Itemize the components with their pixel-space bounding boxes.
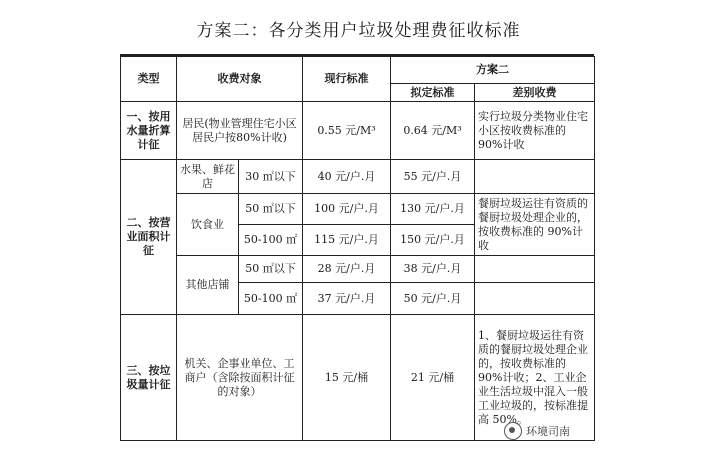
object-institutions: 机关、企事业单位、工商户（含除按面积计征的对象） [177, 315, 303, 441]
diff-other-2-empty [475, 283, 595, 315]
header-object: 收费对象 [177, 57, 303, 102]
header-current: 现行标准 [303, 57, 391, 102]
page-title: 方案二：各分类用户垃圾处理费征收标准 [196, 21, 521, 41]
type-water: 一、按用水量折算计征 [121, 102, 177, 160]
proposed-residents: 0.64 元/M³ [391, 102, 475, 160]
size-fruit: 30 ㎡以下 [239, 160, 303, 194]
watermark [504, 420, 600, 442]
current-food-1: 100 元/户.月 [303, 194, 391, 225]
diff-institutions: 1、餐厨垃圾运往有资质的餐厨垃圾处理企业的，按收费标准的 90%计收；2、工业企业生活垃圾中混入一般工业垃圾的，按标准提高 50%。 [475, 315, 595, 441]
object-food: 饮食业 [177, 194, 239, 256]
current-fruit: 40 元/户.月 [303, 160, 391, 194]
type-area: 二、按营业面积计征 [121, 160, 177, 315]
proposed-food-1: 130 元/户.月 [391, 194, 475, 225]
header-plan: 方案二 [391, 57, 595, 84]
proposed-other-2: 50 元/户.月 [391, 283, 475, 315]
size-other-2: 50-100 ㎡ [239, 283, 303, 315]
wechat-logo-icon [504, 422, 522, 440]
header-type: 类型 [121, 57, 177, 102]
diff-food: 餐厨垃圾运往有资质的餐厨垃圾处理企业的，按收费标准的 90%计收 [475, 194, 595, 256]
size-other-1: 50 ㎡以下 [239, 256, 303, 283]
proposed-food-2: 150 元/户.月 [391, 225, 475, 256]
size-food-1: 50 ㎡以下 [239, 194, 303, 225]
watermark-text: 环境司南 [526, 425, 570, 438]
diff-fruit-empty [475, 160, 595, 194]
type-volume: 三、按垃圾量计征 [121, 315, 177, 441]
header-proposed: 拟定标准 [391, 84, 475, 102]
object-other: 其他店铺 [177, 256, 239, 315]
proposed-institutions: 21 元/桶 [391, 315, 475, 441]
fee-table [120, 56, 595, 441]
header-differential: 差别收费 [475, 84, 595, 102]
object-residents: 居民(物业管理住宅小区居民户按80%计收) [177, 102, 303, 160]
diff-other-1-empty [475, 256, 595, 283]
current-other-2: 37 元/户.月 [303, 283, 391, 315]
current-food-2: 115 元/户.月 [303, 225, 391, 256]
size-food-2: 50-100 ㎡ [239, 225, 303, 256]
current-other-1: 28 元/户.月 [303, 256, 391, 283]
proposed-fruit: 55 元/户.月 [391, 160, 475, 194]
diff-residents: 实行垃圾分类物业住宅小区按收费标准的 90%计收 [475, 102, 595, 160]
current-institutions: 15 元/桶 [303, 315, 391, 441]
proposed-other-1: 38 元/户.月 [391, 256, 475, 283]
object-fruit: 水果、鲜花店 [177, 160, 239, 194]
current-residents: 0.55 元/M³ [303, 102, 391, 160]
